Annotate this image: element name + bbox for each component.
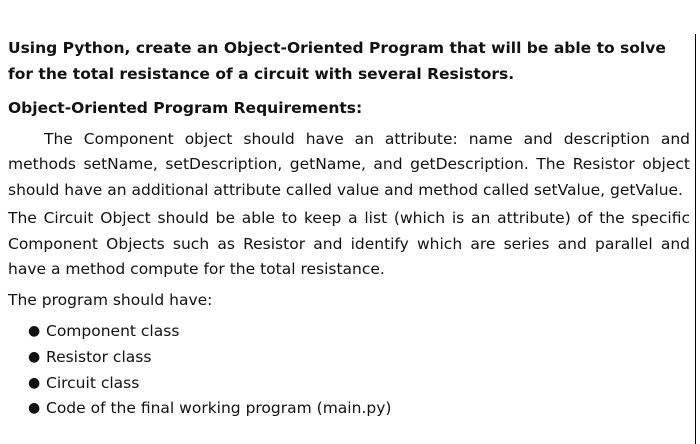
list-item-label: Code of the final working program (main.py) bbox=[46, 399, 392, 418]
assignment-title: Using Python, create an Object-Oriented Program that will be able to solve for the total resistance of a circuit with several Resistors. bbox=[8, 39, 666, 83]
list-item-label: Component class bbox=[46, 322, 180, 340]
list-item bbox=[28, 345, 690, 371]
requirements-heading: Object-Oriented Program Requirements: bbox=[8, 99, 363, 117]
list-intro: The program should have: bbox=[8, 290, 213, 309]
list-item bbox=[28, 396, 690, 422]
list-item bbox=[28, 371, 690, 397]
component-paragraph: The Component object should have an attribute: name and description and methods setName, setDescription, getName, and getDescription. The Resistor object should have an additional attribute called value and method called setValue, getValue. bbox=[8, 129, 690, 199]
list-item-label: Resistor class bbox=[46, 347, 152, 366]
requirements-list bbox=[8, 319, 690, 422]
circuit-paragraph: The Circuit Object should be able to keep a list (which is an attribute) of the specific Component Objects such as Resistor and identify which are series and parallel and have a method compute for the total resistance. bbox=[8, 209, 690, 278]
list-item bbox=[28, 319, 690, 345]
right-border-line bbox=[695, 34, 696, 444]
document-body bbox=[8, 36, 690, 422]
bullet-icon: ● bbox=[28, 323, 41, 339]
bullet-icon: ● bbox=[28, 348, 41, 365]
bullet-icon: ● bbox=[28, 374, 41, 391]
list-item-label: Circuit class bbox=[46, 373, 140, 392]
bullet-icon: ● bbox=[28, 400, 41, 417]
